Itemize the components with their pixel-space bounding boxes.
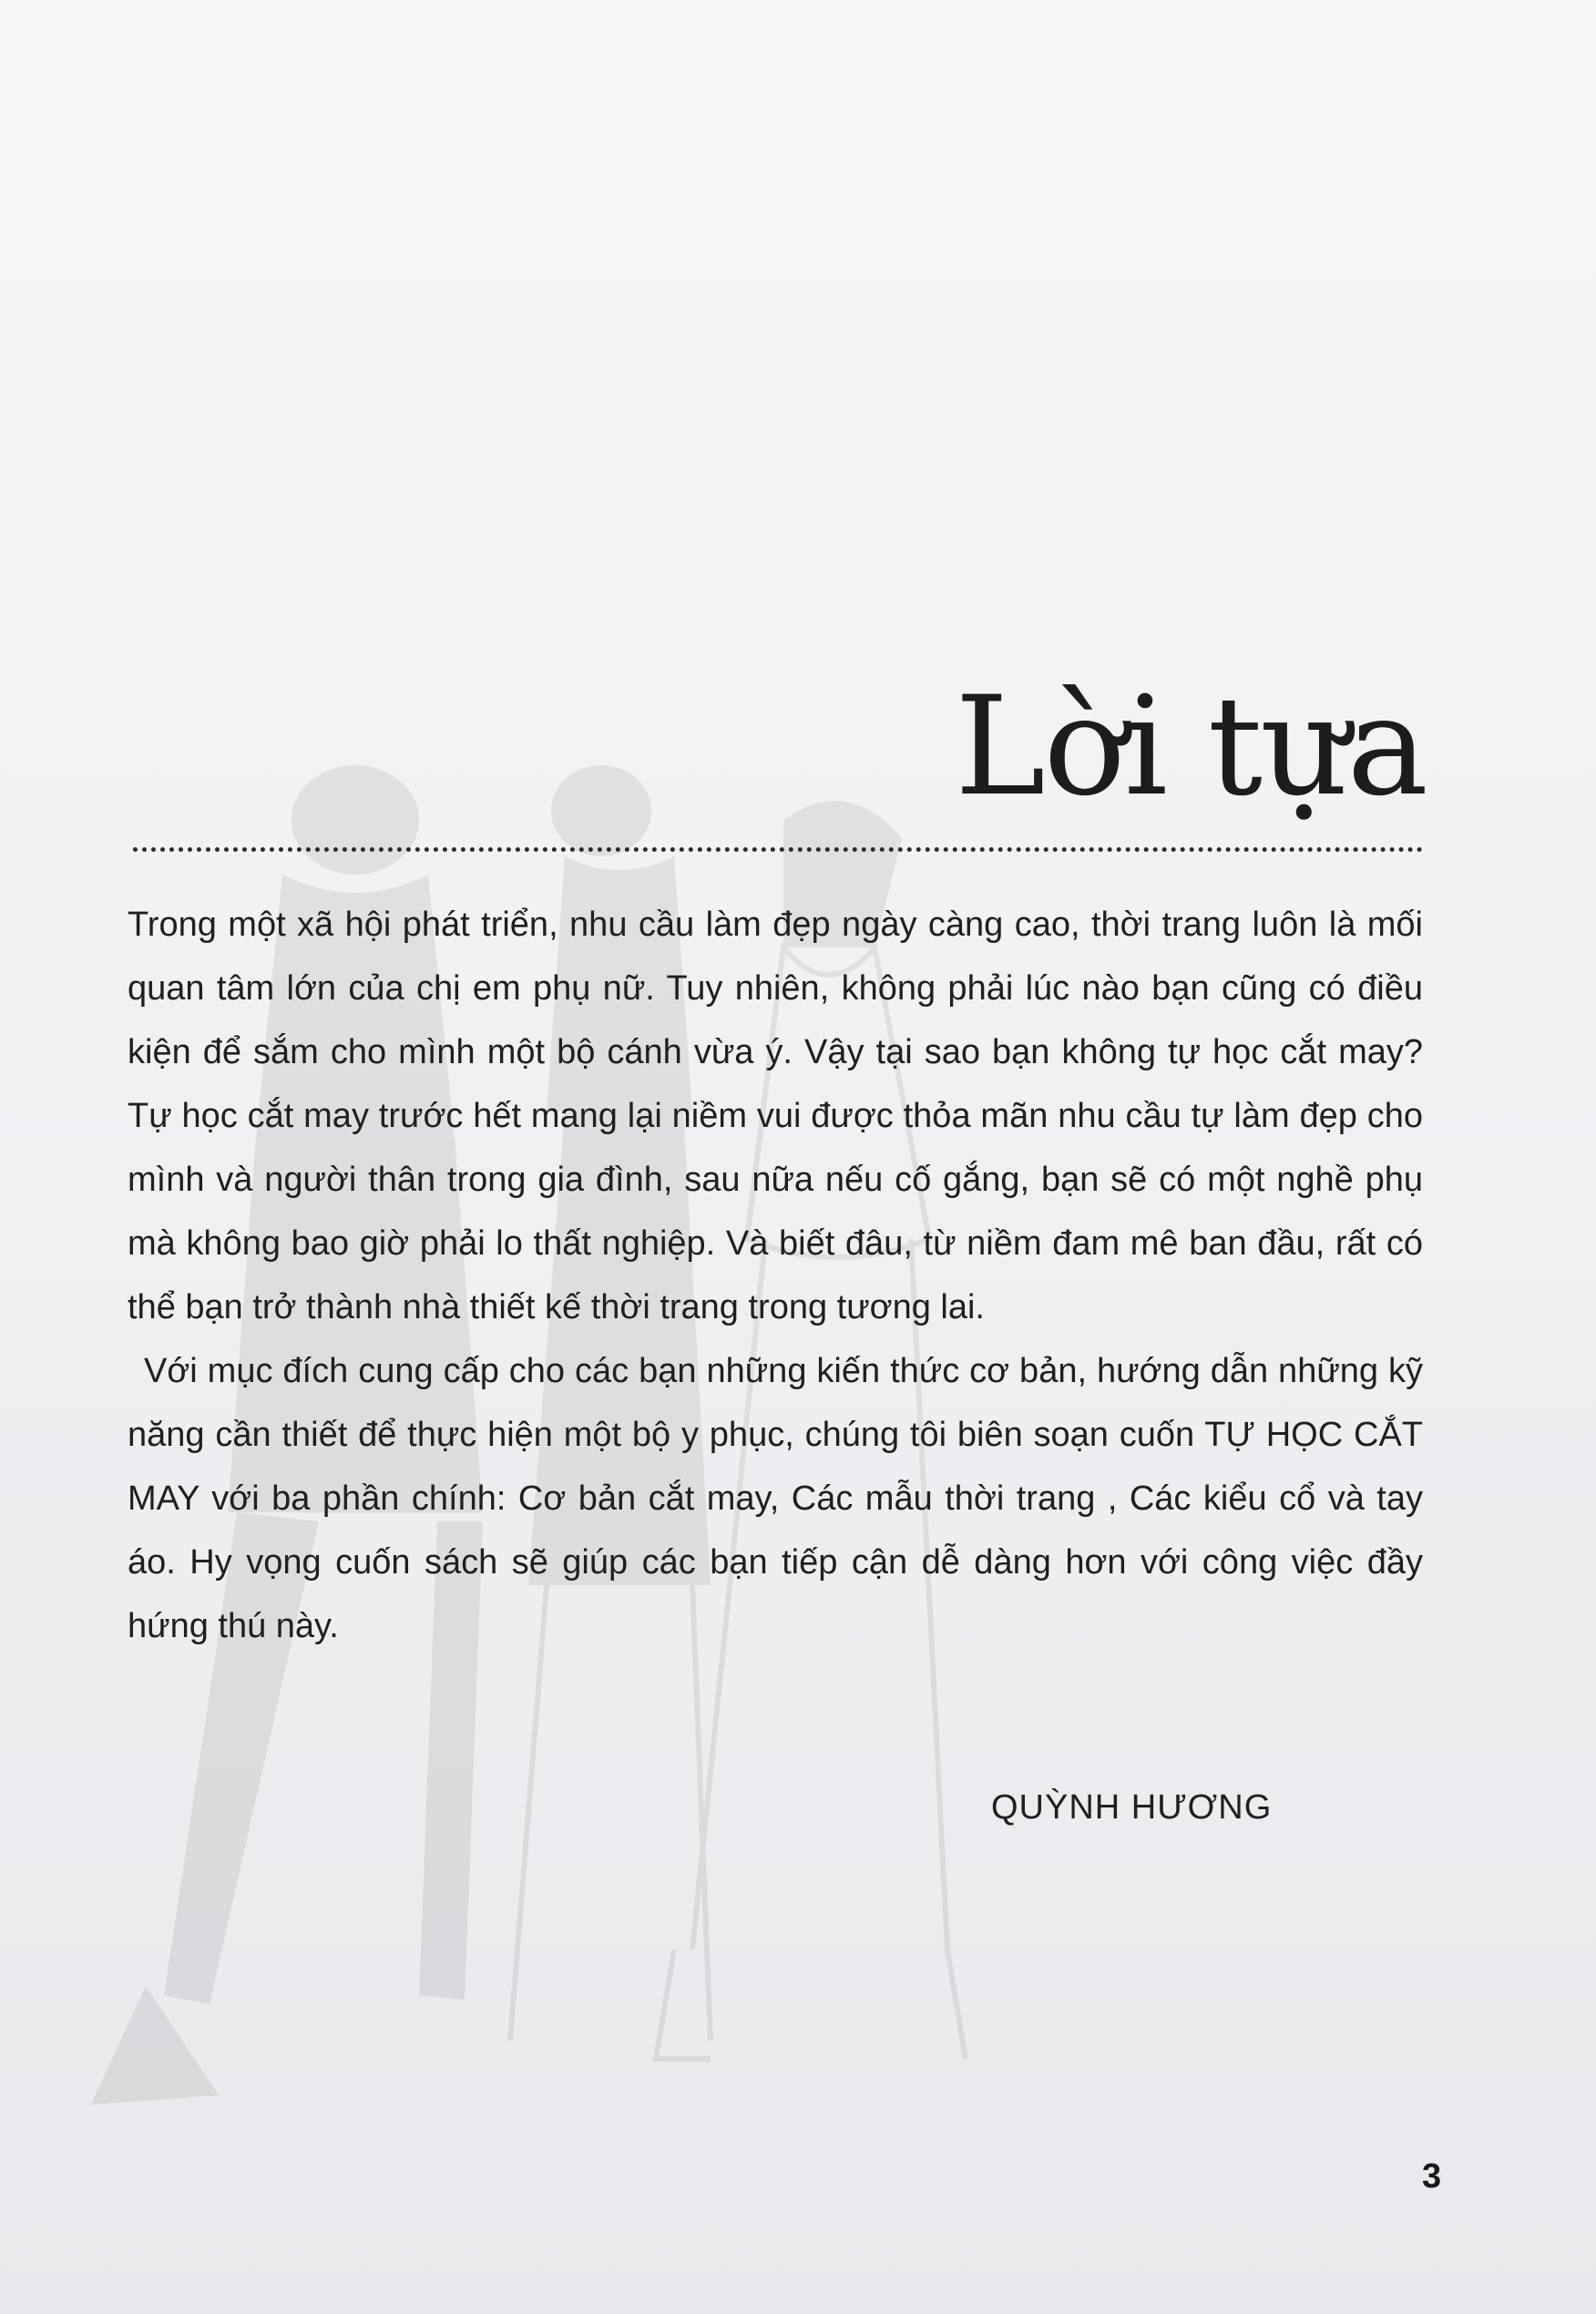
dotted-divider [133, 847, 1423, 852]
page-number: 3 [1422, 2157, 1442, 2196]
preface-paragraph-1: Trong một xã hội phát triển, nhu cầu làm đẹp ngày càng cao, thời trang luôn là mối quan tâm lớn của chị em phụ nữ. Tuy nhiên, không phải lúc nào bạn cũng có điều kiện để sắm cho mình một bộ cánh vừa ý. Vậy tại sao bạn không tự học cắt may? Tự học cắt may trước hết mang lại niềm vui được thỏa mãn nhu cầu tự làm đẹp cho mình và người thân trong gia đình, sau nữa nếu cố gắng, bạn sẽ có một nghề phụ mà không bao giờ phải lo thất nghiệp. Và biết đâu, từ niềm đam mê ban đầu, rất có thể bạn trở thành nhà thiết kế thời trang trong tương lai. [128, 906, 1423, 1326]
preface-paragraph-2: Với mục đích cung cấp cho các bạn những kiến thức cơ bản, hướng dẫn những kỹ năng cần thiết để thực hiện một bộ y phục, chúng tôi biên soạn cuốn TỰ HỌC CẮT MAY với ba phần chính: Cơ bản cắt may, Các mẫu thời trang , Các kiểu cổ và tay áo. Hy vọng cuốn sách sẽ giúp các bạn tiếp cận dễ dàng hơn với công việc đầy hứng thú này. [128, 1352, 1423, 1645]
author-name: QUỲNH HƯƠNG [991, 1788, 1273, 1827]
preface-body [128, 893, 1423, 1658]
page-title: Lời tựa [955, 668, 1427, 826]
